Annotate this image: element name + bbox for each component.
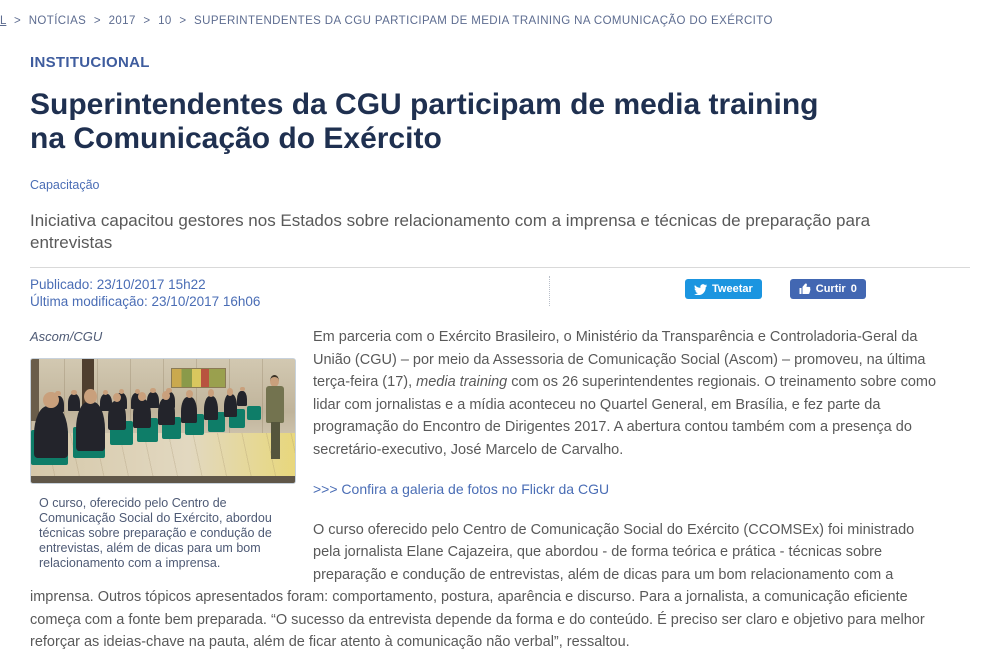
share-buttons (685, 276, 866, 299)
published-date: Publicado: 23/10/2017 15h22 (30, 277, 206, 292)
article-description: Iniciativa capacitou gestores nos Estados sobre relacionamento com a imprensa e técnicas de preparação para entrevistas (30, 211, 871, 252)
article-body (30, 326, 940, 654)
meta-divider (549, 276, 550, 306)
photo-person (133, 399, 151, 428)
like-count: 0 (850, 283, 857, 295)
photo-person (108, 401, 126, 431)
facebook-like-button[interactable] (790, 279, 866, 299)
paragraph-2: O curso oferecido pelo Centro de Comunicação Social do Exército (CCOMSEx) foi ministrado pela jornalista Elane Cajazeira, que abordou - de forma teórica e prática - técnicas sobre preparação e condução de entrevistas, além de dicas para um bom relacionamento com a imprensa. Outros tópicos apresentados foram: comportamento, postura, aparência e discurso. Para a jornalista, a comunicação eficiente começa com a fonte bem preparada. “O sucesso da entrevista depende da forma e do conteúdo. É preciso ser claro e objetivo para melhor reforçar as ideias-chave na pauta, além de ficar atento à comunicação não verbal”, ressaltou. (30, 521, 925, 650)
paragraph-1-text: Em parceria com o Exército Brasileiro, o Ministério da Transparência e Controladoria-Geral da União (CGU) – por meio da Assessoria de Comunicação Social (Ascom) – promoveu, na última terça-feira (17), (313, 329, 926, 390)
breadcrumb-separator: > (93, 15, 101, 27)
thumbs-up-icon (799, 283, 811, 295)
like-button-label: Curtir (815, 283, 846, 295)
paragraph-1-text: com os 26 superintendentes regionais. O treinamento sobre como lidar com jornalistas e a mídia aconteceu no Quartel General, em Brasília, e fez parte da programação do Encontro de Dirigentes 2017. A abertura contou também com a presença do secretário-executivo, José Marcelo de Carvalho. (313, 374, 937, 458)
tweet-button[interactable] (685, 279, 762, 299)
page-title: Superintendentes da CGU participam de media training na Comunicação do Exército (30, 88, 819, 155)
breadcrumb (0, 0, 1000, 27)
breadcrumb-separator: > (143, 15, 151, 27)
photo-bottom-shadow (31, 476, 295, 482)
photo-left-edge (31, 359, 39, 421)
breadcrumb-link-noticias[interactable]: NOTÍCIAS (28, 15, 87, 27)
paragraph-1-italic: media training (416, 374, 508, 390)
photo-officer-legs (271, 422, 280, 459)
photo-person (158, 398, 175, 425)
photo-chair (247, 406, 260, 421)
flickr-gallery-link[interactable]: >>> Confira a galeria de fotos no Flickr da CGU (313, 481, 610, 497)
breadcrumb-link-root[interactable]: L (0, 15, 7, 27)
tweet-button-label: Tweetar (712, 283, 753, 295)
breadcrumb-separator: > (179, 15, 187, 27)
breadcrumb-link-2017[interactable]: 2017 (108, 15, 136, 27)
photo-credit: Ascom/CGU (30, 329, 103, 344)
modified-date: Última modificação: 23/10/2017 16h06 (30, 294, 261, 309)
photo-person (34, 406, 68, 458)
article-photo (30, 358, 296, 484)
article-category: INSTITUCIONAL (30, 54, 150, 71)
breadcrumb-separator: > (13, 15, 22, 27)
meta-bar (30, 267, 970, 310)
photo-person (76, 402, 105, 452)
photo-person (237, 391, 248, 406)
photo-person (68, 394, 80, 410)
photo-person (224, 394, 237, 416)
twitter-icon (694, 284, 707, 295)
photo-floor (31, 433, 295, 483)
breadcrumb-link-current-page[interactable]: SUPERINTENDENTES DA CGU PARTICIPAM DE MEDIA TRAINING NA COMUNICAÇÃO DO EXÉRCITO (194, 15, 773, 27)
photo-officer-torso (266, 386, 284, 423)
article-figure (30, 326, 298, 571)
article-container (0, 54, 1000, 654)
publish-info (30, 276, 549, 310)
photo-person (181, 397, 197, 423)
photo-officer (265, 375, 286, 459)
breadcrumb-link-10[interactable]: 10 (158, 15, 172, 27)
photo-caption: O curso, oferecido pelo Centro de Comunicação Social do Exército, abordou técnicas sobre preparação e condução de entrevistas, além de dicas para um bom relacionamento com a imprensa. (39, 495, 272, 570)
photo-artwork (171, 368, 226, 388)
tag-link-capacitacao[interactable]: Capacitação (30, 178, 100, 192)
photo-person (204, 396, 219, 421)
